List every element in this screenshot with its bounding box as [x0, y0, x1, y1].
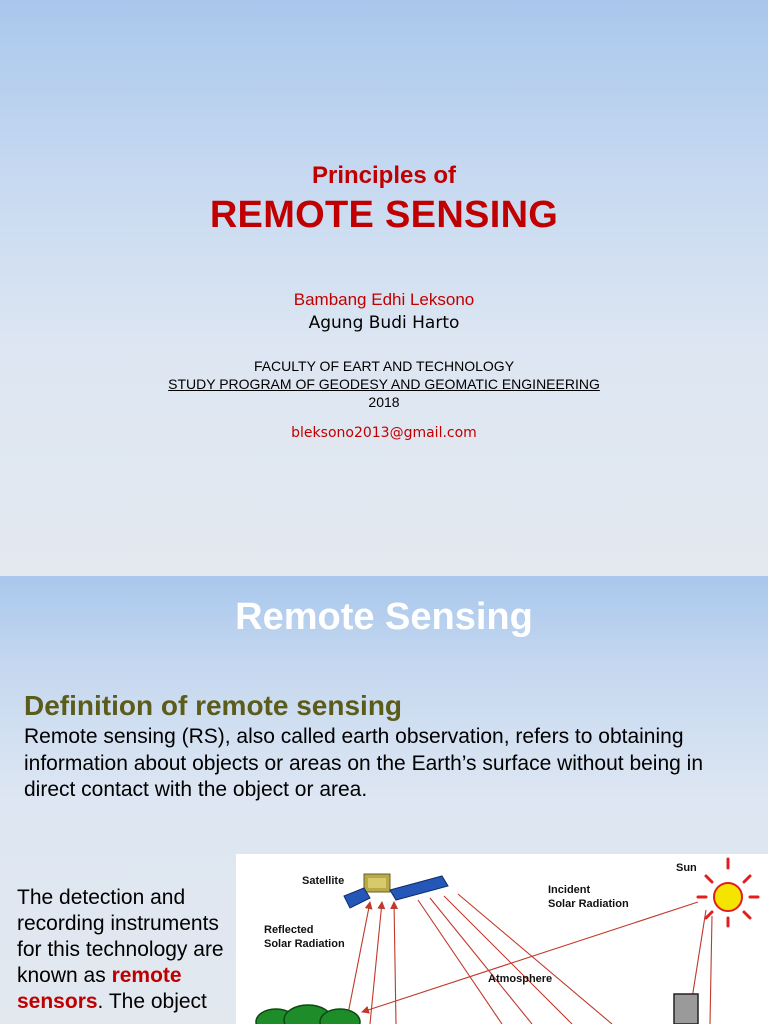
remote-sensing-diagram: [236, 854, 768, 1024]
author-primary: Bambang Edhi Leksono: [293, 290, 475, 309]
label-incident: [548, 883, 629, 911]
sensor-paragraph: [17, 885, 239, 1015]
sensor-text-after: . The object: [97, 990, 207, 1013]
building-icon: [674, 994, 698, 1024]
label-reflected-line2: Solar Radiation: [264, 938, 345, 950]
definition-slide: [0, 576, 768, 1024]
incident-rays: [362, 894, 712, 1024]
label-sun: Sun: [676, 862, 697, 874]
sensor-text-before: The detection and recording instruments for this technology are known as: [17, 886, 224, 987]
definition-paragraph: Remote sensing (RS), also called earth observation, refers to obtaining information about objects or areas on the Earth’s surface without being in direct contact with the object or area.: [24, 725, 704, 801]
program-text: [0, 376, 768, 392]
faculty-text: FACULTY OF EART AND TECHNOLOGY: [253, 358, 515, 374]
definition-heading: Definition of remote sensing: [24, 690, 403, 721]
program-text-label: STUDY PROGRAM OF GEODESY AND GEOMATIC ENGINEERING: [168, 376, 600, 392]
author-secondary: Agung Budi Harto: [308, 313, 460, 333]
label-incident-line2: Solar Radiation: [548, 898, 629, 910]
label-atmosphere: Atmosphere: [488, 973, 553, 985]
sun-icon: [698, 859, 758, 926]
slide-title: REMOTE SENSING: [209, 194, 559, 236]
label-reflected-line1: Reflected: [264, 924, 314, 936]
label-incident-line1: Incident: [548, 884, 591, 896]
slide-heading: Remote Sensing: [235, 596, 533, 638]
tree-icon: [256, 1005, 360, 1024]
label-reflected: [264, 923, 345, 951]
satellite-icon: [344, 874, 448, 908]
reflected-rays: [346, 902, 396, 1024]
year-text: 2018: [368, 394, 400, 410]
email-link[interactable]: bleksono2013@gmail.com: [291, 425, 477, 441]
slide-subtitle: Principles of: [311, 162, 457, 189]
label-satellite: Satellite: [302, 875, 345, 887]
sensor-highlight: remote sensors: [17, 964, 182, 1013]
